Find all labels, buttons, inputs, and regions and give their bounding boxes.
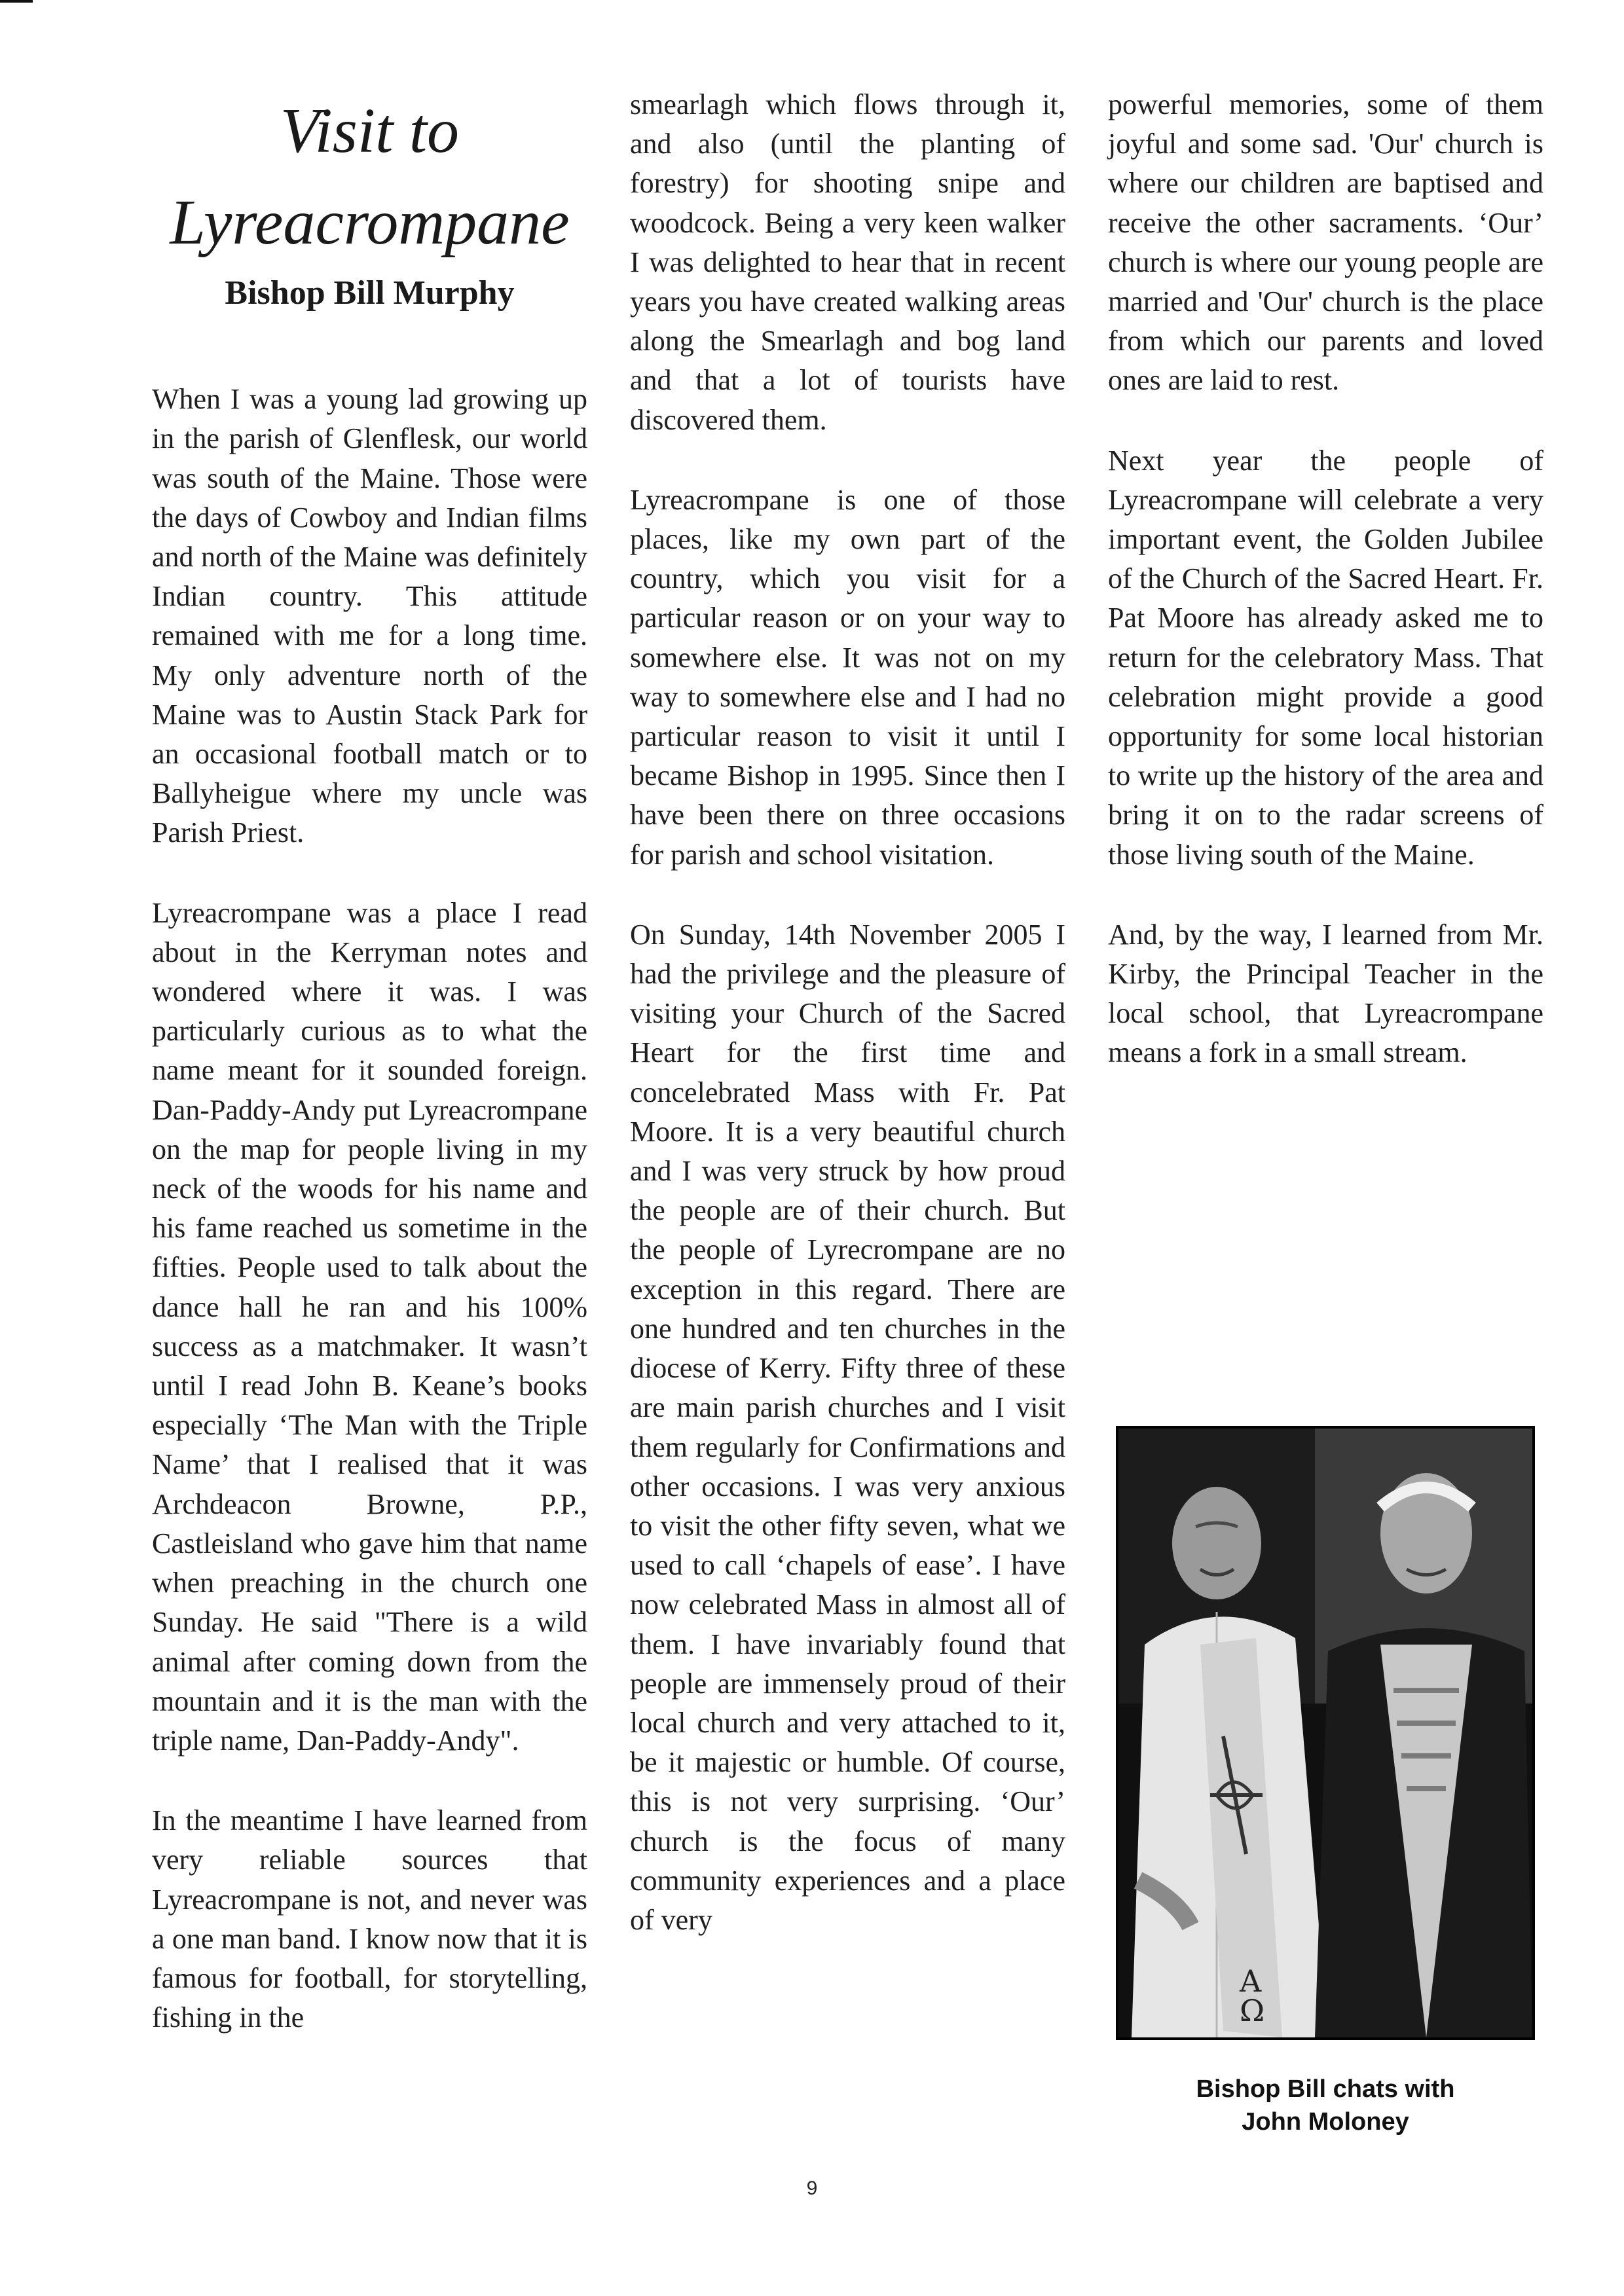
photo-illustration (1118, 1429, 1532, 2037)
paragraph: powerful memories, some of them joyful and some sad. 'Our' church is where our children are baptised and receive the other sacraments. ‘Our’ church is where our young people are married and 'Our' church is the place from which our parents and loved ones are laid to rest. (1108, 88, 1543, 397)
photo-bishop-and-john-moloney (1116, 1426, 1535, 2040)
column-1 (152, 85, 587, 2078)
paragraph: Lyreacrompane was a place I read about in the Kerryman notes and wondered where it was. I was particularly curious as to what the name meant for it sounded foreign. Dan-Paddy-Andy put Lyreacrompane on the map for people living in my neck of the woods for his name and his fame reached us sometime in the fifties. People used to talk about the dance hall he ran and his 100% success as a matchmaker. It wasn’t until I read John B. Keane’s books especially ‘The Man with the Triple Name’ that I realised that it was Archdeacon Browne, P.P., Castleisland who gave him that name when preaching in the church one Sunday. He said "There is a wild animal after coming down from the mountain and it is the man with the triple name, Dan-Paddy-Andy". (152, 896, 587, 1757)
paragraph: On Sunday, 14th November 2005 I had the privilege and the pleasure of visiting your Church of the Sacred Heart for the first time and concelebrated Mass with Fr. Pat Moore. It is a very beautiful church and I was very struck by how proud the people are of their church. But the people of Lyrecrompane are no exception in this regard. There are one hundred and ten churches in the diocese of Kerry. Fifty three of these are main parish churches and I visit them regularly for Confirmations and other occasions. I was very anxious to visit the other fifty seven, what we used to call ‘chapels of ease’. I have now celebrated Mass in almost all of them. I have invariably found that people are immensely proud of their local church and very attached to it, be it majestic or humble. Of course, this is not very surprising. ‘Our’ church is the focus of many community experiences and a place of very (630, 918, 1065, 1936)
alpha-symbol: A (1240, 1963, 1262, 1999)
paragraph: And, by the way, I learned from Mr. Kirby, the Principal Teacher in the local school, that Lyreacrompane means a fork in a small stream. (1108, 918, 1543, 1069)
article-author: Bishop Bill Murphy (225, 274, 515, 312)
paragraph: When I was a young lad growing up in the parish of Glenflesk, our world was south of the Maine. Those were the days of Cowboy and Indian films and north of the Maine was definitely Indian country. This attitude remained with me for a long time. My only adventure north of the Maine was to Austin Stack Park for an occasional football match or to Ballyheigue where my uncle was Parish Priest. (152, 383, 587, 849)
caption-line-2: John Moloney (1242, 2108, 1409, 2136)
corner-crop-mark (0, 0, 33, 3)
paragraph: smearlagh which flows through it, and also (until the planting of forestry) for shooting snipe and woodcock. Being a very keen walker I was delighted to hear that in recent years you have created walking areas along the Smearlagh and bog land and that a lot of tourists have discovered them. (630, 88, 1065, 436)
column-2 (630, 85, 1065, 1980)
page-number: 9 (806, 2178, 818, 2199)
title-line-1: Visit to (280, 96, 460, 166)
photo-caption (1116, 2073, 1535, 2138)
caption-line-1: Bishop Bill chats with (1196, 2075, 1455, 2103)
column-3 (1108, 85, 1543, 1114)
paragraph: In the meantime I have learned from very reliable sources that Lyreacrompane is not, and never was a one man band. I know now that it is famous for football, for storytelling, fishing in the (152, 1804, 587, 2034)
paragraph: Lyreacrompane is one of those places, like my own part of the country, which you visit for a particular reason or on your way to somewhere else. It was not on my way to somewhere else and I had no particular reason to visit it until I became Bishop in 1995. Since then I have been there on three occasions for parish and school visitation. (630, 483, 1065, 871)
title-line-2: Lyreacrompane (170, 187, 570, 258)
article-title (152, 85, 587, 268)
omega-symbol: Ω (1240, 1993, 1265, 2028)
paragraph: Next year the people of Lyreacrompane will celebrate a very important event, the Golden Jubilee of the Church of the Sacred Heart. Fr. Pat Moore has already asked me to return for the celebratory Mass. That celebration might provide a good opportunity for some local historian to write up the history of the area and bring it on to the radar screens of those living south of the Maine. (1108, 444, 1543, 871)
